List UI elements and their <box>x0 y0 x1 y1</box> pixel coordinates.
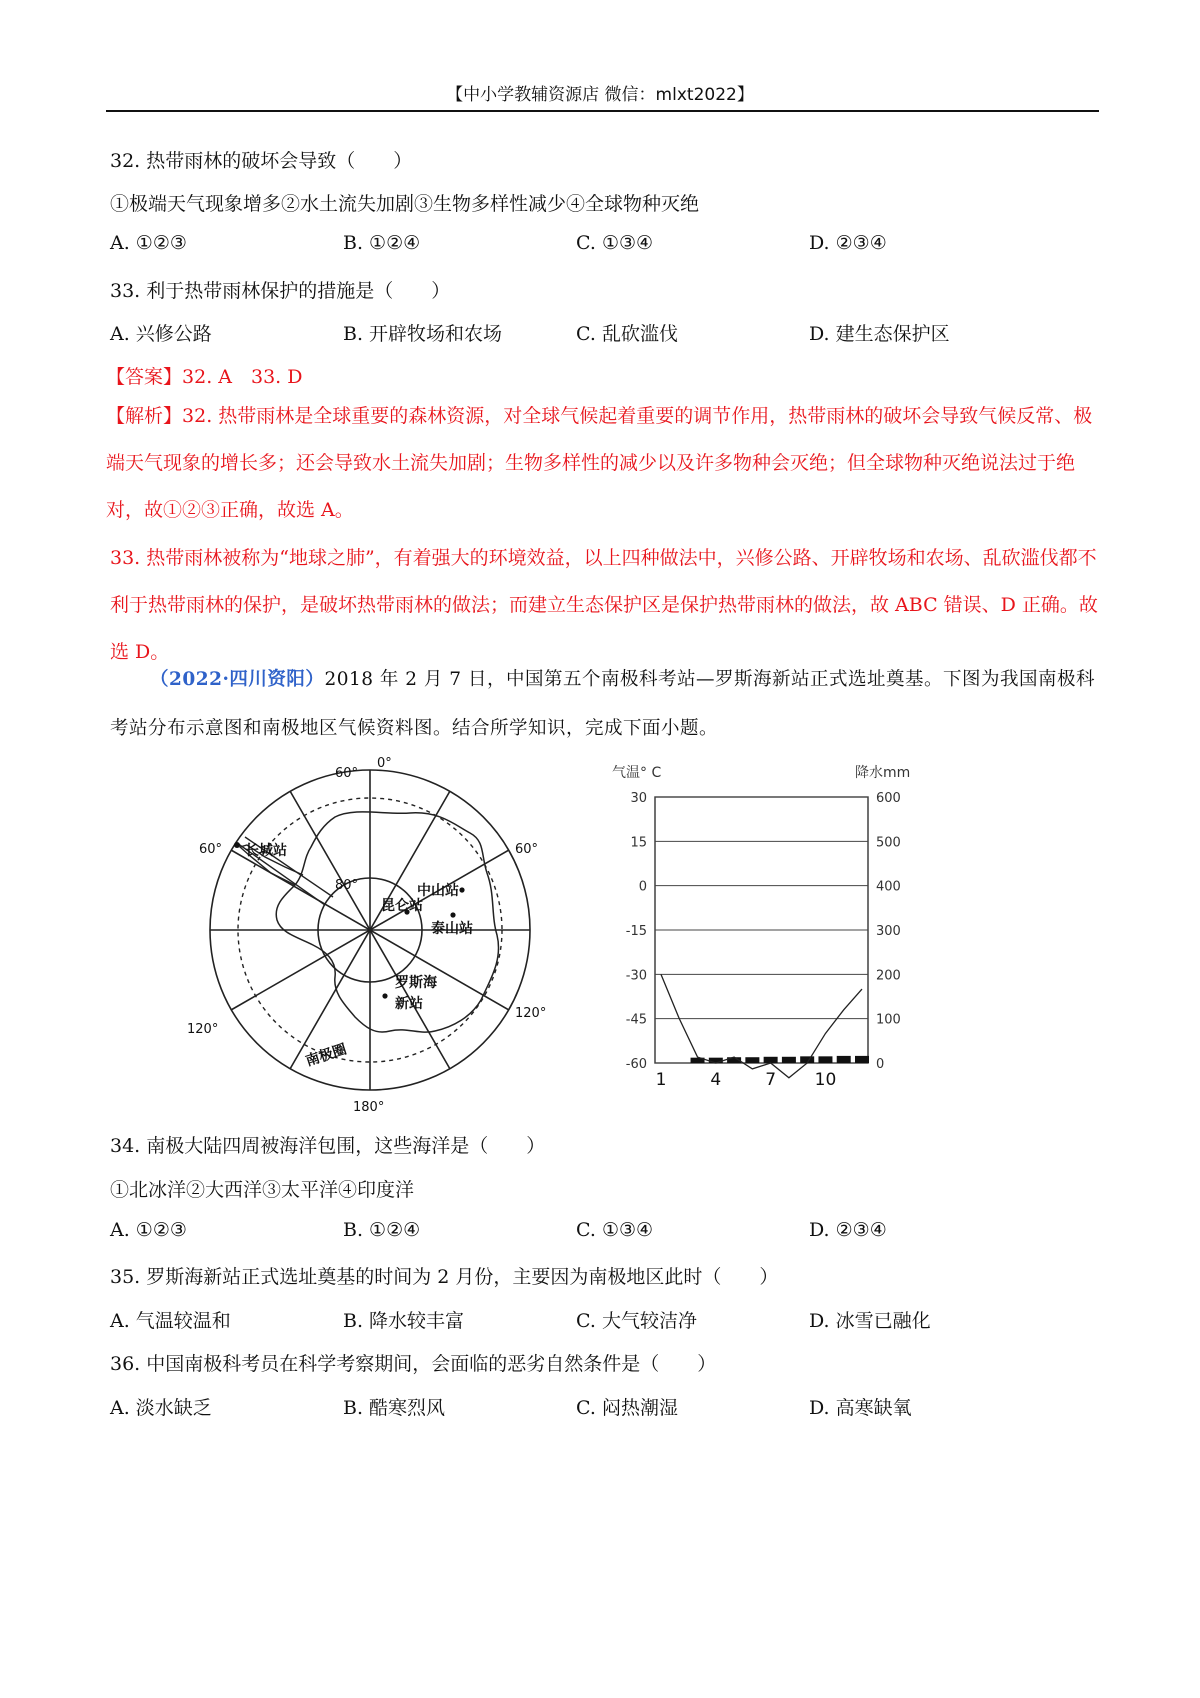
taishan-station-dot <box>450 912 455 917</box>
question-36-stem: 36. 中国南极科考员在科学考察期间，会面临的恶劣自然条件是（ ） <box>110 1353 717 1375</box>
option-a: A. ①②③ <box>110 1219 187 1241</box>
option-a: A. 兴修公路 <box>110 323 212 345</box>
temperature-tick-label: 15 <box>630 835 647 851</box>
option-d: D. ②③④ <box>809 1219 887 1241</box>
analysis-label: 【解析】 <box>106 405 183 427</box>
option-c: C. 乱砍滥伐 <box>576 323 678 345</box>
precipitation-tick-label: 500 <box>876 835 901 851</box>
option-a: A. 气温较温和 <box>110 1310 231 1332</box>
option-d: D. 高寒缺氧 <box>809 1397 912 1419</box>
answer-line <box>106 362 302 389</box>
option-d: D. ②③④ <box>809 232 887 254</box>
climate-chart <box>610 755 930 1115</box>
rosssea-station-dot <box>382 993 387 998</box>
analysis-33: 33. 热带雨林被称为“地球之肺”，有着强大的环境效益，以上四种做法中，兴修公路、开辟牧场和农场、乱砍滥伐都不利于热带雨林的保护，是破坏热带雨林的做法；而建立生态保护区是保护热带雨林的做法，故 ABC 错误、D 正确。故选 D。 <box>110 547 1098 663</box>
month-tick-label: 1 <box>655 1070 667 1090</box>
question-32-items: ①极端天气现象增多②水土流失加剧③生物多样性减少④全球物种灭绝 <box>110 193 700 215</box>
precipitation-tick-label: 0 <box>876 1057 885 1072</box>
antarctic-station-map <box>185 755 555 1115</box>
question-35-stem: 35. 罗斯海新站正式选址奠基的时间为 2 月份，主要因为南极地区此时（ ） <box>110 1266 779 1288</box>
precipitation-bar <box>709 1058 723 1063</box>
changcheng-station-label: 长城站 <box>245 843 287 859</box>
option-b: B. 酷寒烈风 <box>343 1397 446 1419</box>
lon-60w-label: 60° <box>199 842 223 857</box>
question-35-options <box>110 1306 1090 1336</box>
question-36-options <box>110 1393 1090 1423</box>
question-34-stem: 34. 南极大陆四周被海洋包围，这些海洋是（ ） <box>110 1135 546 1157</box>
zhongshan-station-dot <box>459 887 464 892</box>
precipitation-tick-label: 400 <box>876 879 901 895</box>
option-d: D. 建生态保护区 <box>809 323 950 345</box>
month-tick-label: 4 <box>710 1070 722 1090</box>
question-32-options <box>110 232 1090 262</box>
option-b: B. 开辟牧场和农场 <box>343 323 503 345</box>
question-33-options <box>110 319 1090 349</box>
option-b: B. ①②④ <box>343 1219 421 1241</box>
month-tick-label: 10 <box>814 1070 837 1090</box>
temperature-tick-label: 0 <box>638 879 647 895</box>
option-b: B. ①②④ <box>343 232 421 254</box>
precipitation-tick-label: 600 <box>876 791 901 806</box>
kunlun-station-label: 昆仑站 <box>381 898 423 914</box>
temperature-tick-label: -60 <box>625 1057 647 1072</box>
lon-120w-label: 120° <box>187 1022 219 1037</box>
temperature-tick-label: -30 <box>625 968 647 984</box>
zhongshan-station-label: 中山站 <box>417 883 459 899</box>
page-header: 【中小学教辅资源店 微信：mlxt2022】 <box>446 85 754 105</box>
precipitation-tick-label: 200 <box>876 968 901 984</box>
antarctic-circle-label: 南极圈 <box>303 1041 349 1070</box>
material-intro <box>110 655 1100 753</box>
changcheng-station-dot <box>234 842 240 848</box>
lon-0-label: 0° <box>377 756 392 771</box>
temperature-axis-title: 气温° C <box>612 765 662 781</box>
question-34-items: ①北冰洋②大西洋③太平洋④印度洋 <box>110 1179 415 1201</box>
precipitation-bar <box>764 1057 778 1063</box>
lon-60e-label: 60° <box>515 842 539 857</box>
question-34-options <box>110 1219 1090 1249</box>
precipitation-tick-label: 100 <box>876 1012 901 1028</box>
option-d: D. 冰雪已融化 <box>809 1310 931 1332</box>
header-divider <box>106 110 1099 112</box>
rosssea-station-label-2: 新站 <box>395 996 423 1012</box>
month-tick-label: 7 <box>765 1070 777 1090</box>
option-c: C. 大气较洁净 <box>576 1310 697 1332</box>
precipitation-tick-label: 300 <box>876 924 901 939</box>
rosssea-station-label-1: 罗斯海 <box>395 975 437 991</box>
temperature-tick-label: -45 <box>625 1012 647 1028</box>
analysis-32 <box>106 393 1096 534</box>
precipitation-bar <box>782 1057 796 1063</box>
option-c: C. ①③④ <box>576 232 654 254</box>
taishan-station-label: 泰山站 <box>431 921 473 937</box>
option-c: C. 闷热潮湿 <box>576 1397 678 1419</box>
lon-180-label: 180° <box>353 1100 385 1115</box>
lat-60-top-label: 60° <box>335 766 359 781</box>
lon-120e-label: 120° <box>515 1006 547 1021</box>
option-a: A. ①②③ <box>110 232 187 254</box>
answer-label: 【答案】 <box>106 366 183 388</box>
lat-80-label: 80° <box>335 878 359 893</box>
answer-text: 32. A 33. D <box>182 366 303 388</box>
material-text: 2018 年 2 月 7 日，中国第五个南极科考站—罗斯海新站正式选址奠基。下图为我国南极科考站分布示意图和南极地区气候资料图。结合所学知识，完成下面小题。 <box>110 669 1095 739</box>
option-c: C. ①③④ <box>576 1219 654 1241</box>
option-b: B. 降水较丰富 <box>343 1310 465 1332</box>
temperature-tick-label: 30 <box>630 791 647 806</box>
precipitation-bar <box>818 1056 832 1063</box>
question-33-stem: 33. 利于热带雨林保护的措施是（ ） <box>110 280 451 302</box>
question-32-stem: 32. 热带雨林的破坏会导致（ ） <box>110 150 413 172</box>
analysis-32-text: 32. 热带雨林是全球重要的森林资源，对全球气候起着重要的调节作用，热带雨林的破坏会导致气候反常、极端天气现象的增长多；还会导致水土流失加剧；生物多样性的减少以及许多物种会灭绝；但全球物种灭绝说法过于绝对，故①②③正确，故选 A。 <box>106 405 1093 521</box>
precipitation-bar <box>837 1056 851 1063</box>
precipitation-bar <box>745 1057 759 1063</box>
temperature-tick-label: -15 <box>625 924 647 939</box>
material-source: （2022·四川资阳） <box>150 669 325 690</box>
precipitation-axis-title: 降水mm <box>855 765 911 781</box>
option-a: A. 淡水缺乏 <box>110 1397 212 1419</box>
precipitation-bar <box>855 1056 869 1063</box>
